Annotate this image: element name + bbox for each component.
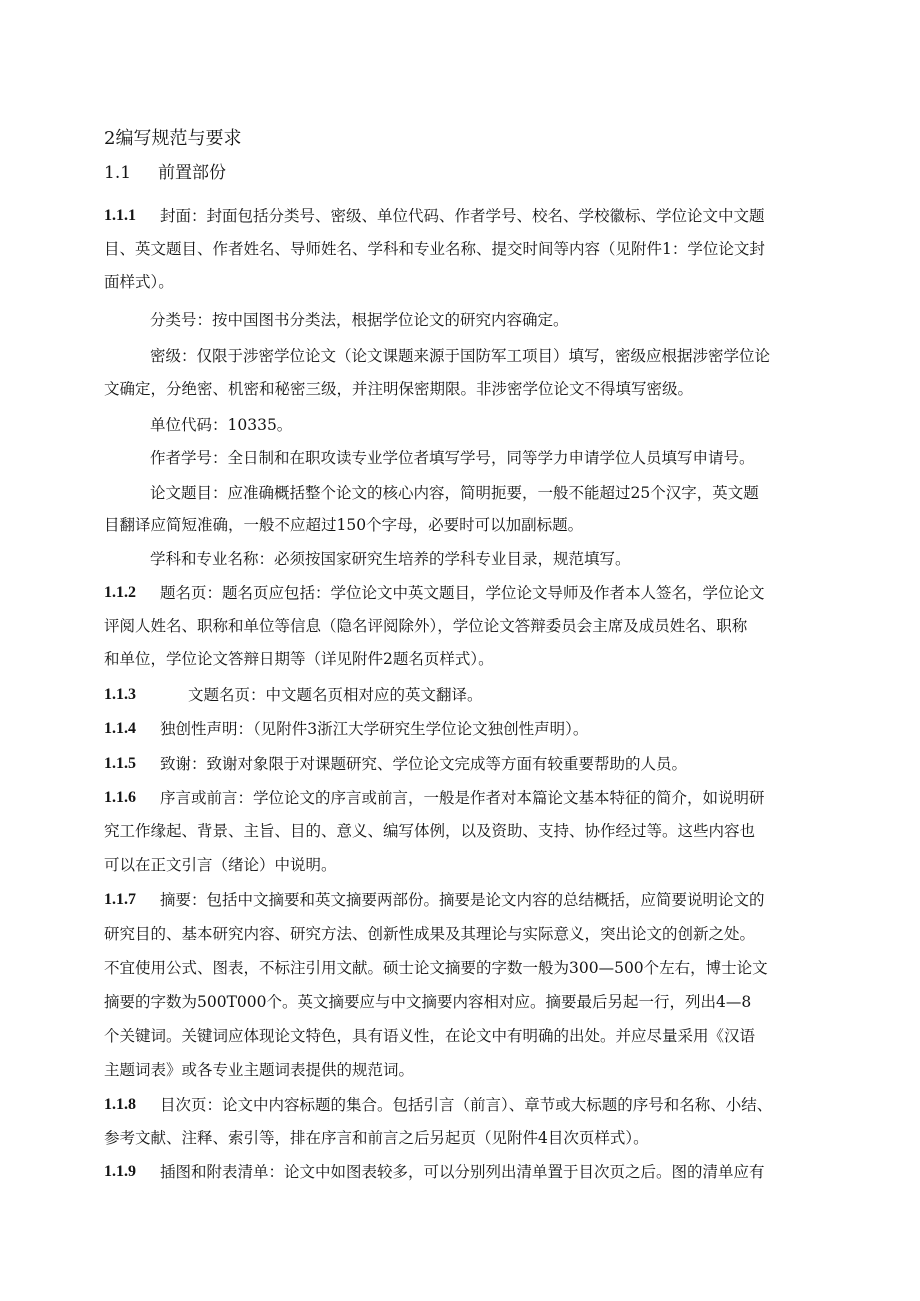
item-line: 面样式）。 (104, 273, 174, 291)
item-number: 1.1.6 (104, 789, 136, 806)
item-line: 不宜使用公式、图表，不标注引用文献。硕士论文摘要的字数一般为300—500个左右，博士论文 (104, 959, 768, 977)
item-number: 1.1.4 (104, 720, 136, 737)
chapter-heading: 2编写规范与要求 (104, 128, 242, 149)
item-line: 个关键词。关键词应体现论文特色，具有语义性，在论文中有明确的出处。并应尽量采用《汉语 (104, 1027, 756, 1045)
item-number: 1.1.2 (104, 584, 136, 601)
item-line: 摘要的字数为500T000个。英文摘要应与中文摘要内容相对应。摘要最后另起一行，列出4—8 (104, 993, 752, 1011)
item-line: 究工作缘起、背景、主旨、目的、意义、编写体例，以及资助、支持、协作经过等。这些内容也 (104, 822, 756, 840)
item-number: 1.1.3 (104, 686, 136, 703)
item-line: 目次页：论文中内容标题的集合。包括引言（前言）、章节或大标题的序号和名称、小结、 (160, 1096, 773, 1114)
item-line: 摘要：包括中文摘要和英文摘要两部份。摘要是论文内容的总结概括，应简要说明论文的 (160, 891, 765, 909)
item-line: 序言或前言：学位论文的序言或前言，一般是作者对本篇论文基本特征的简介，如说明研 (160, 789, 765, 807)
paragraph-line: 作者学号：全日制和在职攻读专业学位者填写学号，同等学力申请学位人员填写申请号。 (150, 449, 755, 467)
item-line: 评阅人姓名、职称和单位等信息（隐名评阅除外），学位论文答辩委员会主席及成员姓名、职称 (104, 617, 748, 635)
item-line: 封面：封面包括分类号、密级、单位代码、作者学号、校名、学校徽标、学位论文中文题 (160, 207, 765, 225)
item-line: 文题名页：中文题名页相对应的英文翻译。 (188, 686, 483, 704)
item-line: 可以在正文引言（绪论）中说明。 (104, 856, 337, 874)
paragraph-line: 论文题目：应准确概括整个论文的核心内容，简明扼要，一般不能超过25个汉字，英文题 (150, 484, 759, 502)
paragraph-line: 密级：仅限于涉密学位论文（论文课题来源于国防军工项目）填写，密级应根据涉密学位论 (150, 347, 771, 365)
item-line: 研究目的、基本研究内容、研究方法、创新性成果及其理论与实际意义，突出论文的创新之处。 (104, 925, 756, 943)
section-number: 1.1 (104, 163, 132, 183)
paragraph-line: 目翻译应简短准确，一般不应超过150个字母，必要时可以加副标题。 (104, 516, 584, 534)
item-line: 目、英文题目、作者姓名、导师姓名、学科和专业名称、提交时间等内容（见附件1：学位论文封 (104, 240, 765, 258)
item-line: 插图和附表清单：论文中如图表较多，可以分别列出清单置于目次页之后。图的清单应有 (160, 1163, 765, 1181)
item-line: 主题词表》或各专业主题词表提供的规范词。 (104, 1061, 415, 1079)
item-number: 1.1.7 (104, 891, 136, 908)
item-line: 参考文献、注释、索引等，排在序言和前言之后另起页（见附件4目次页样式）。 (104, 1129, 649, 1147)
paragraph-line: 分类号：按中国图书分类法，根据学位论文的研究内容确定。 (150, 311, 569, 329)
item-line: 和单位，学位论文答辩日期等（详见附件2题名页样式）。 (104, 650, 494, 668)
item-line: 独创性声明：（见附件3浙江大学研究生学位论文独创性声明）。 (160, 720, 589, 738)
paragraph-line: 文确定，分绝密、机密和秘密三级，并注明保密期限。非涉密学位论文不得填写密级。 (104, 380, 694, 398)
paragraph-line: 学科和专业名称：必须按国家研究生培养的学科专业目录，规范填写。 (150, 550, 631, 568)
paragraph-line: 单位代码：10335。 (150, 416, 293, 434)
item-number: 1.1.1 (104, 207, 136, 224)
section-title: 前置部份 (158, 163, 226, 183)
item-number: 1.1.8 (104, 1096, 136, 1113)
item-number: 1.1.5 (104, 755, 136, 772)
item-line: 致谢：致谢对象限于对课题研究、学位论文完成等方面有较重要帮助的人员。 (160, 755, 688, 773)
item-number: 1.1.9 (104, 1163, 136, 1180)
item-line: 题名页：题名页应包括：学位论文中英文题目，学位论文导师及作者本人签名，学位论文 (160, 584, 765, 602)
